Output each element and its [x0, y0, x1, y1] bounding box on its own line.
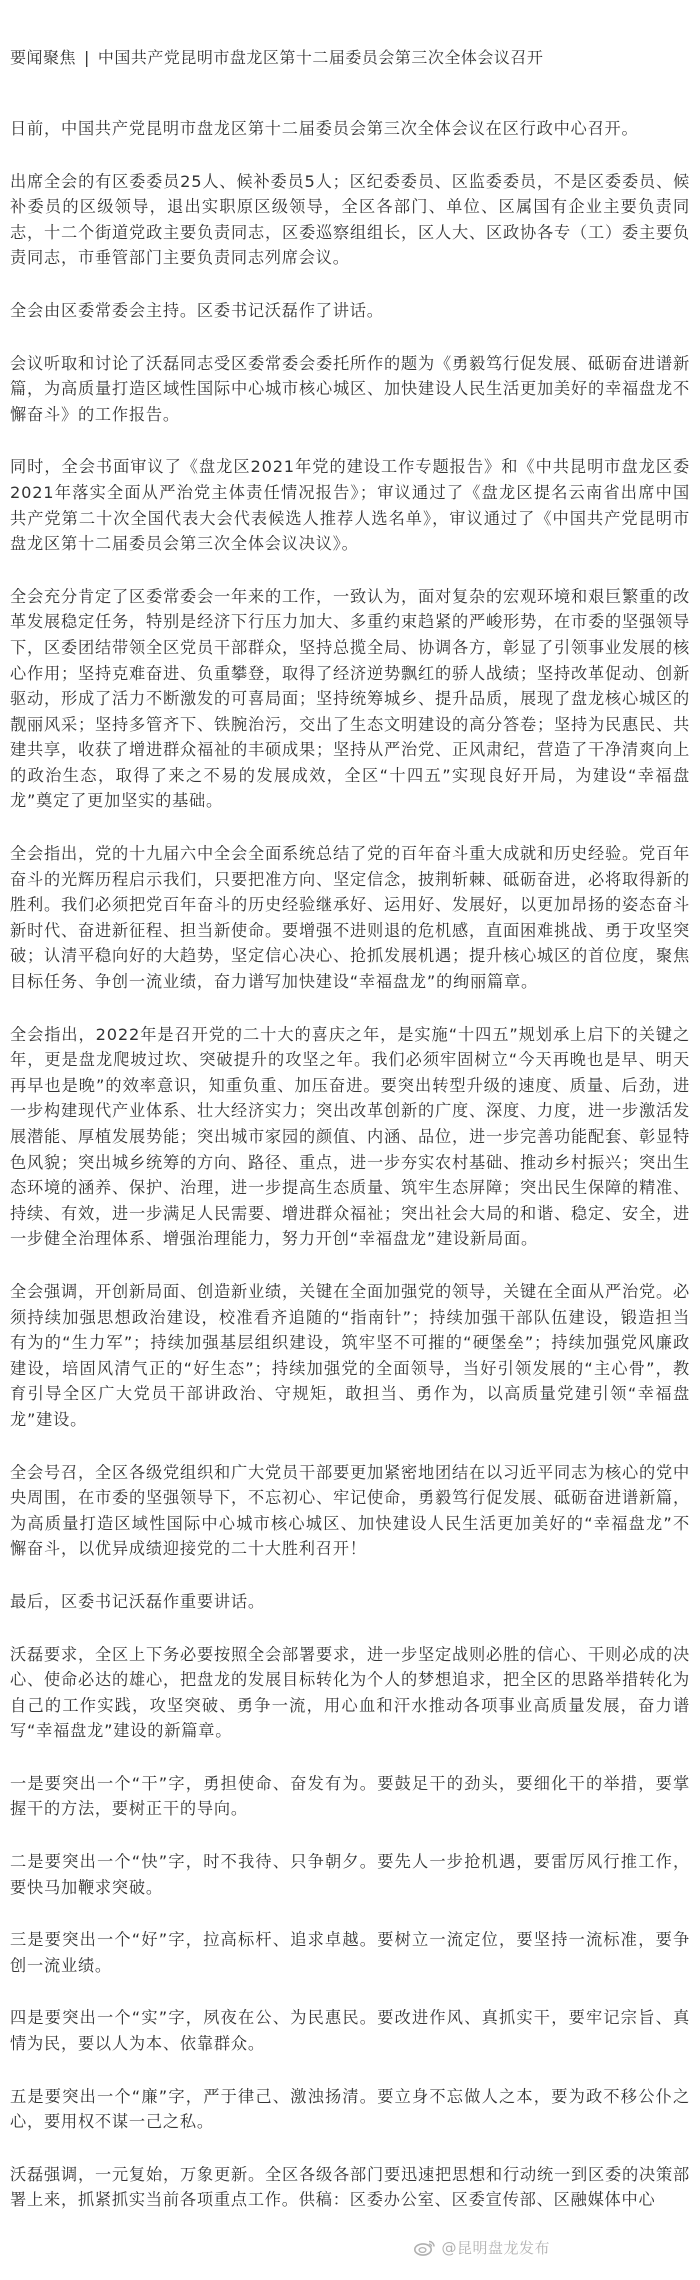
- article-title: 中国共产党昆明市盘龙区第十二届委员会第三次全体会议召开: [97, 48, 544, 67]
- header-separator: |: [84, 48, 90, 67]
- paragraph-1: 日前，中国共产党昆明市盘龙区第十二届委员会第三次全体会议在区行政中心召开。: [10, 119, 639, 138]
- paragraph-4: 会议听取和讨论了沃磊同志受区委常委会委托所作的题为《勇毅笃行促发展、砥砺奋进谱新篇，为高质量打造区域性国际中心城市核心城区、加快建设人民生活更加美好的幸福盘龙不懈奋斗》的工作报告。: [10, 353, 690, 424]
- paragraph-11: 最后，区委书记沃磊作重要讲话。: [10, 1591, 265, 1611]
- paragraph-6: 全会充分肯定了区委常委会一年来的工作，一致认为，面对复杂的宏观环境和艰巨繁重的改革发展稳定任务，特别是经济下行压力加大、多重约束趋紧的严峻形势，在市委的坚强领导下，区委团结带领全区党员干部群众，坚持总揽全局、协调各方，彰显了引领事业发展的核心作用；坚持克难奋进、负重攀登，取得了经济逆势飘红的骄人战绩；坚持改革促动、创新驱动，形成了活力不断激发的可喜局面；坚持统筹城乡、提升品质，展现了盘龙核心城区的靓丽风采；坚持多管齐下、铁腕治污，交出了生态文明建设的高分答卷；坚持为民惠民、共建共享，收获了增进群众福祉的丰硕成果；坚持从严治党、正风肃纪，营造了干净清爽向上的政治生态，取得了来之不易的发展成效，全区“十四五”实现良好开局，为建设“幸福盘龙”奠定了更加坚实的基础。: [10, 586, 690, 811]
- paragraph-2: 出席全会的有区委委员25人、候补委员5人；区纪委委员、区监委委员，不是区委委员、候补委员的区级领导，退出实职原区级领导，全区各部门、单位、区属国有企业主要负责同志，十二个街道党政主要负责同志，区委巡察组组长，区人大、区政协各专（工）委主要负责同志，市垂管部门主要负责同志列席会议。: [10, 171, 690, 268]
- article-body: [10, 116, 690, 2213]
- paragraph-8: 全会指出，2022年是召开党的二十大的喜庆之年，是实施“十四五”规划承上启下的关键之年，更是盘龙爬坡过坎、突破提升的攻坚之年。我们必须牢固树立“今天再晚也是早、明天再早也是晚”的效率意识，知重负重、加压奋进。要突出转型升级的速度、质量、后劲，进一步构建现代产业体系、壮大经济实力；突出改革创新的广度、深度、力度，进一步激活发展潜能、厚植发展势能；突出城市家园的颜值、内涵、品位，进一步完善功能配套、彰显特色风貌；突出城乡统筹的方向、路径、重点，进一步夯实农村基础、推动乡村振兴；突出生态环境的涵养、保护、治理，进一步提高生态质量、筑牢生态屏障；突出民生保障的精准、持续、有效，进一步满足人民需要、增进群众福祉；突出社会大局的和谐、稳定、安全，进一步健全治理体系、增强治理能力，努力开创“幸福盘龙”建设新局面。: [10, 1024, 690, 1249]
- paragraph-7: 全会指出，党的十九届六中全会全面系统总结了党的百年奋斗重大成就和历史经验。党百年奋斗的光辉历程启示我们，只要把准方向、坚定信念，披荆斩棘、砥砺奋进，必将取得新的胜利。我们必须把党百年奋斗的历史经验继承好、运用好、发展好，以更加昂扬的姿态奋斗新时代、奋进新征程、担当新使命。要增强不进则退的危机感，直面困难挑战、勇于攻坚突破；认清平稳向好的大趋势，坚定信心决心、抢抓发展机遇；提升核心城区的首位度，聚焦目标任务、争创一流业绩，奋力谱写加快建设“幸福盘龙”的绚丽篇章。: [10, 844, 690, 992]
- article-header: [10, 44, 690, 72]
- watermark: [414, 2236, 550, 2258]
- paragraph-15: 三是要突出一个“好”字，拉高标杆、追求卓越。要树立一流定位，要坚持一流标准，要争创一流业绩。: [10, 1930, 690, 1975]
- paragraph-13: 一是要突出一个“干”字，勇担使命、奋发有为。要鼓足干的劲头，要细化干的举措，要掌握干的方法，要树正干的导向。: [10, 1773, 690, 1819]
- weibo-logo-icon: [414, 2239, 436, 2256]
- paragraph-9: 全会强调，开创新局面、创造新业绩，关键在全面加强党的领导，关键在全面从严治党。必须持续加强思想政治建设，校准看齐追随的“指南针”；持续加强干部队伍建设，锻造担当有为的“生力军”；持续加强基层组织建设，筑牢坚不可摧的“硬堡垒”；持续加强党风廉政建设，培固风清气正的“好生态”；持续加强党的全面领导，当好引领发展的“主心骨”，教育引导全区广大党员干部讲政治、守规矩，敢担当、勇作为，以高质量党建引领“幸福盘龙”建设。: [10, 1281, 690, 1429]
- section-label: 要闻聚焦: [10, 48, 77, 67]
- paragraph-3: 全会由区委常委会主持。区委书记沃磊作了讲话。: [10, 300, 384, 320]
- paragraph-5: 同时，全会书面审议了《盘龙区2021年党的建设工作专题报告》和《中共昆明市盘龙区委2021年落实全面从严治党主体责任情况报告》；审议通过了《盘龙区提名云南省出席中国共产党第二十次全国代表大会代表候选人推荐人选名单》，审议通过了《中国共产党昆明市盘龙区第十二届委员会第三次全体会议决议》。: [10, 457, 690, 554]
- paragraph-17: 五是要突出一个“廉”字，严于律己、激浊扬清。要立身不忘做人之本，要为政不移公仆之心，要用权不谋一己之私。: [10, 2086, 690, 2132]
- watermark-text: @昆明盘龙发布: [441, 2238, 550, 2257]
- paragraph-12: 沃磊要求，全区上下务必要按照全会部署要求，进一步坚定战则必胜的信心、干则必成的决心、使命必达的雄心，把盘龙的发展目标转化为个人的梦想追求，把全区的思路举措转化为自己的工作实践，攻坚突破、勇争一流，用心血和汗水推动各项事业高质量发展，奋力谱写“幸福盘龙”建设的新篇章。: [10, 1644, 690, 1741]
- paragraph-16: 四是要突出一个“实”字，夙夜在公、为民惠民。要改进作风、真抓实干，要牢记宗旨、真情为民，要以人为本、依靠群众。: [10, 2008, 690, 2054]
- paragraph-18: 沃磊强调，一元复始，万象更新。全区各级各部门要迅速把思想和行动统一到区委的决策部署上来，抓紧抓实当前各项重点工作。供稿：区委办公室、区委宣传部、区融媒体中心: [10, 2164, 690, 2210]
- paragraph-10: 全会号召，全区各级党组织和广大党员干部要更加紧密地团结在以习近平同志为核心的党中央周围，在市委的坚强领导下，不忘初心、牢记使命，勇毅笃行促发展、砥砺奋进谱新篇，为高质量打造区域性国际中心城市核心城区、加快建设人民生活更加美好的“幸福盘龙”不懈奋斗，以优异成绩迎接党的二十大胜利召开！: [10, 1462, 690, 1559]
- paragraph-14: 二是要突出一个“快”字，时不我待、只争朝夕。要先人一步抢机遇，要雷厉风行推工作，要快马加鞭求突破。: [10, 1852, 690, 1897]
